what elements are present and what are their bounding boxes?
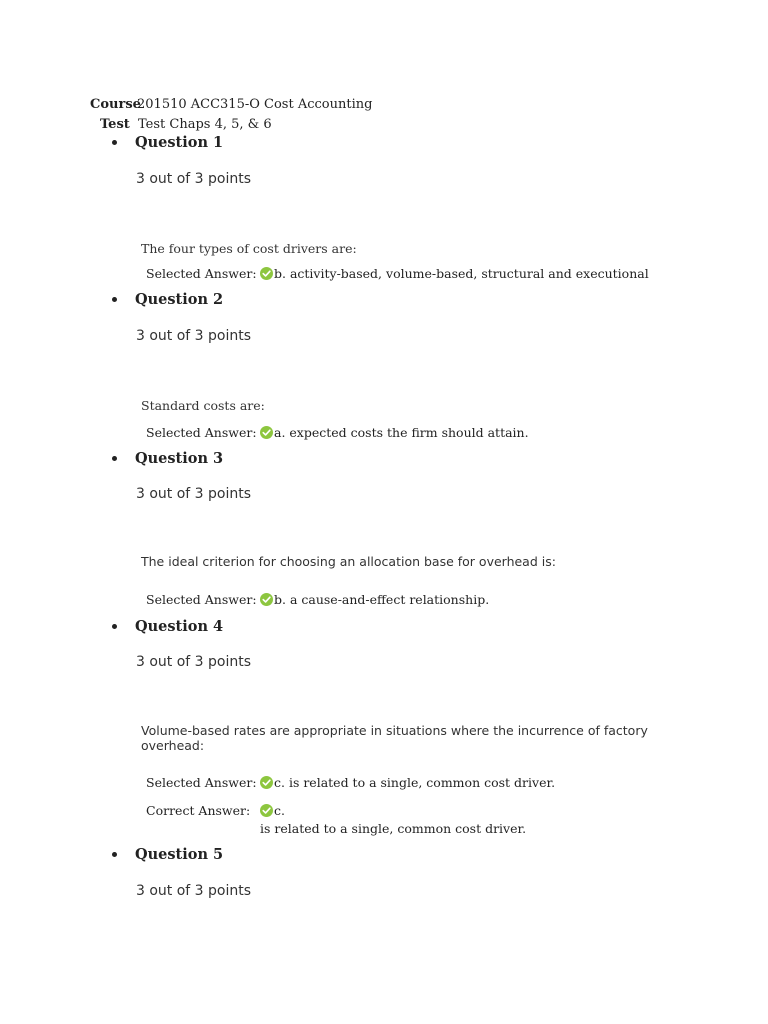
question-points: 3 out of 3 points <box>136 328 252 344</box>
question-text: The four types of cost drivers are: <box>141 241 357 256</box>
bullet-icon <box>112 297 117 302</box>
selected-answer-value: b. activity-based, volume-based, structural and executional <box>274 266 649 281</box>
bullet-icon <box>112 456 117 461</box>
selected-answer-value: a. expected costs the firm should attain. <box>274 425 529 440</box>
selected-answer-label: Selected Answer: <box>146 775 257 790</box>
bullet-icon <box>112 140 117 145</box>
correct-answer-label: Correct Answer: <box>146 803 251 818</box>
bullet-icon <box>112 852 117 857</box>
selected-answer-value: c. is related to a single, common cost driver. <box>274 775 556 790</box>
selected-answer-value: b. a cause-and-effect relationship. <box>274 592 490 607</box>
bullet-icon <box>112 624 117 629</box>
correct-check-icon <box>260 804 273 817</box>
question-title: Question 3 <box>112 450 223 467</box>
question-points: 3 out of 3 points <box>136 654 252 670</box>
course-value: 201510 ACC315-O Cost Accounting <box>137 97 373 112</box>
test-label: Test <box>100 117 130 132</box>
selected-answer-label: Selected Answer: <box>146 592 257 607</box>
question-points: 3 out of 3 points <box>136 486 252 502</box>
question-title: Question 1 <box>112 134 223 151</box>
correct-check-icon <box>260 593 273 606</box>
question-title: Question 5 <box>112 846 223 863</box>
test-value: Test Chaps 4, 5, & 6 <box>138 117 272 132</box>
question-points: 3 out of 3 points <box>136 883 252 899</box>
selected-answer-label: Selected Answer: <box>146 266 257 281</box>
test-row <box>90 115 372 135</box>
question-text: Standard costs are: <box>141 398 265 413</box>
selected-answer-label: Selected Answer: <box>146 425 257 440</box>
course-row <box>90 95 372 115</box>
correct-check-icon <box>260 267 273 280</box>
correct-check-icon <box>260 776 273 789</box>
correct-answer-letter: c. <box>274 803 285 818</box>
selected-answer-row <box>146 775 555 790</box>
correct-answer-row <box>146 803 526 836</box>
selected-answer-row <box>146 266 649 281</box>
correct-check-icon <box>260 426 273 439</box>
question-text: The ideal criterion for choosing an allocation base for overhead is: <box>141 554 556 569</box>
selected-answer-row <box>146 425 529 440</box>
course-label: Course <box>90 97 141 112</box>
question-points: 3 out of 3 points <box>136 171 252 187</box>
test-header <box>90 95 372 135</box>
question-title: Question 2 <box>112 291 223 308</box>
selected-answer-row <box>146 592 489 607</box>
correct-answer-value: is related to a single, common cost driver. <box>260 821 527 836</box>
question-title: Question 4 <box>112 618 223 635</box>
question-text: Volume-based rates are appropriate in situations where the incurrence of factory overhead: <box>141 723 648 753</box>
